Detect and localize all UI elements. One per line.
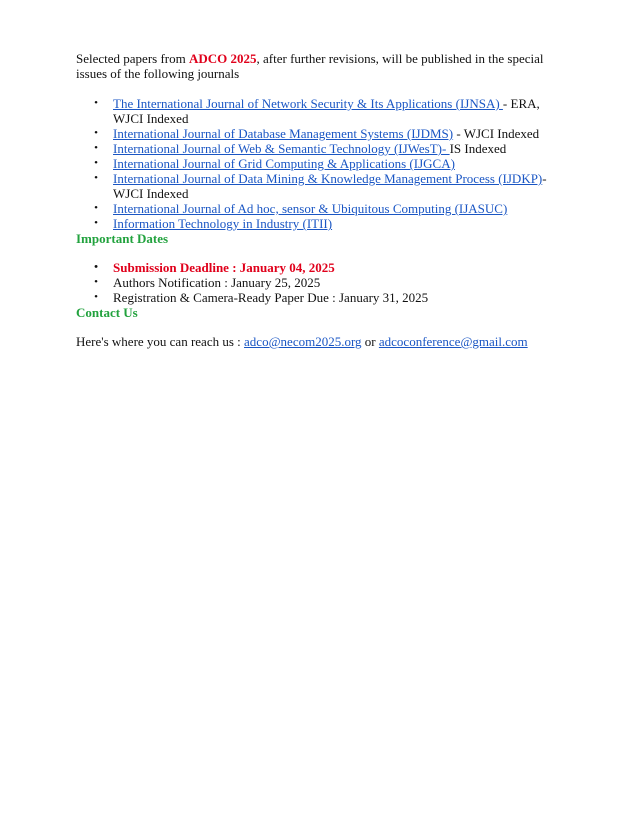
contact-separator: or [361, 334, 379, 349]
intro-suffix: , after further revisions, will be published in the special issues of the following journals [76, 51, 544, 81]
journal-item [76, 171, 566, 201]
date-item [76, 290, 566, 305]
journal-link-itii[interactable]: Information Technology in Industry (ITII) [113, 216, 333, 231]
bullet-icon: • [94, 276, 98, 288]
journal-link-ijgca[interactable]: International Journal of Grid Computing & Applications (IJGCA) [113, 156, 455, 171]
bullet-icon: • [94, 157, 98, 169]
intro-prefix: Selected papers from [76, 51, 189, 66]
journal-link-ijdkp[interactable]: International Journal of Data Mining & Knowledge Management Process (IJDKP) [113, 171, 543, 186]
journal-link-ijwest[interactable]: International Journal of Web & Semantic Technology (IJWesT)- [113, 141, 450, 156]
important-dates-heading: Important Dates [76, 231, 169, 246]
bullet-icon: • [94, 172, 98, 184]
contact-line [76, 334, 566, 349]
authors-notification: Authors Notification : January 25, 2025 [113, 275, 321, 290]
journal-item [76, 216, 566, 231]
date-item [76, 260, 566, 275]
contact-prefix: Here's where you can reach us : [76, 334, 245, 349]
email-link-secondary[interactable]: adcoconference@gmail.com [378, 334, 528, 349]
journal-item [76, 126, 566, 141]
submission-deadline: Submission Deadline : January 04, 2025 [113, 260, 335, 275]
journal-note: IS Indexed [449, 141, 507, 156]
bullet-icon: • [94, 97, 98, 109]
journal-note: - WJCI Indexed [453, 126, 540, 141]
journal-link-ijdms[interactable]: International Journal of Database Management Systems (IJDMS) [113, 126, 454, 141]
dates-list [76, 260, 566, 305]
bullet-icon: • [94, 142, 98, 154]
bullet-icon: • [94, 261, 98, 273]
journal-list [76, 96, 566, 231]
registration-due: Registration & Camera-Ready Paper Due : January 31, 2025 [113, 290, 429, 305]
journal-link-ijnsa[interactable]: The International Journal of Network Security & Its Applications (IJNSA) [113, 96, 503, 111]
bullet-icon: • [94, 291, 98, 303]
conference-name: ADCO 2025 [188, 51, 257, 66]
contact-heading: Contact Us [76, 305, 138, 320]
bullet-icon: • [94, 202, 98, 214]
date-item [76, 275, 566, 290]
journal-item [76, 96, 566, 126]
journal-item [76, 201, 566, 216]
intro-paragraph [76, 51, 566, 81]
journal-item [76, 141, 566, 156]
journal-link-ijasuc[interactable]: International Journal of Ad hoc, sensor & Ubiquitous Computing (IJASUC) [113, 201, 508, 216]
journal-note: - ERA, WJCI Indexed [113, 96, 540, 126]
journal-item [76, 156, 566, 171]
bullet-icon: • [94, 217, 98, 229]
document-page [76, 51, 566, 349]
journal-note: -WJCI Indexed [113, 171, 547, 201]
bullet-icon: • [94, 127, 98, 139]
email-link-primary[interactable]: adco@necom2025.org [244, 334, 362, 349]
